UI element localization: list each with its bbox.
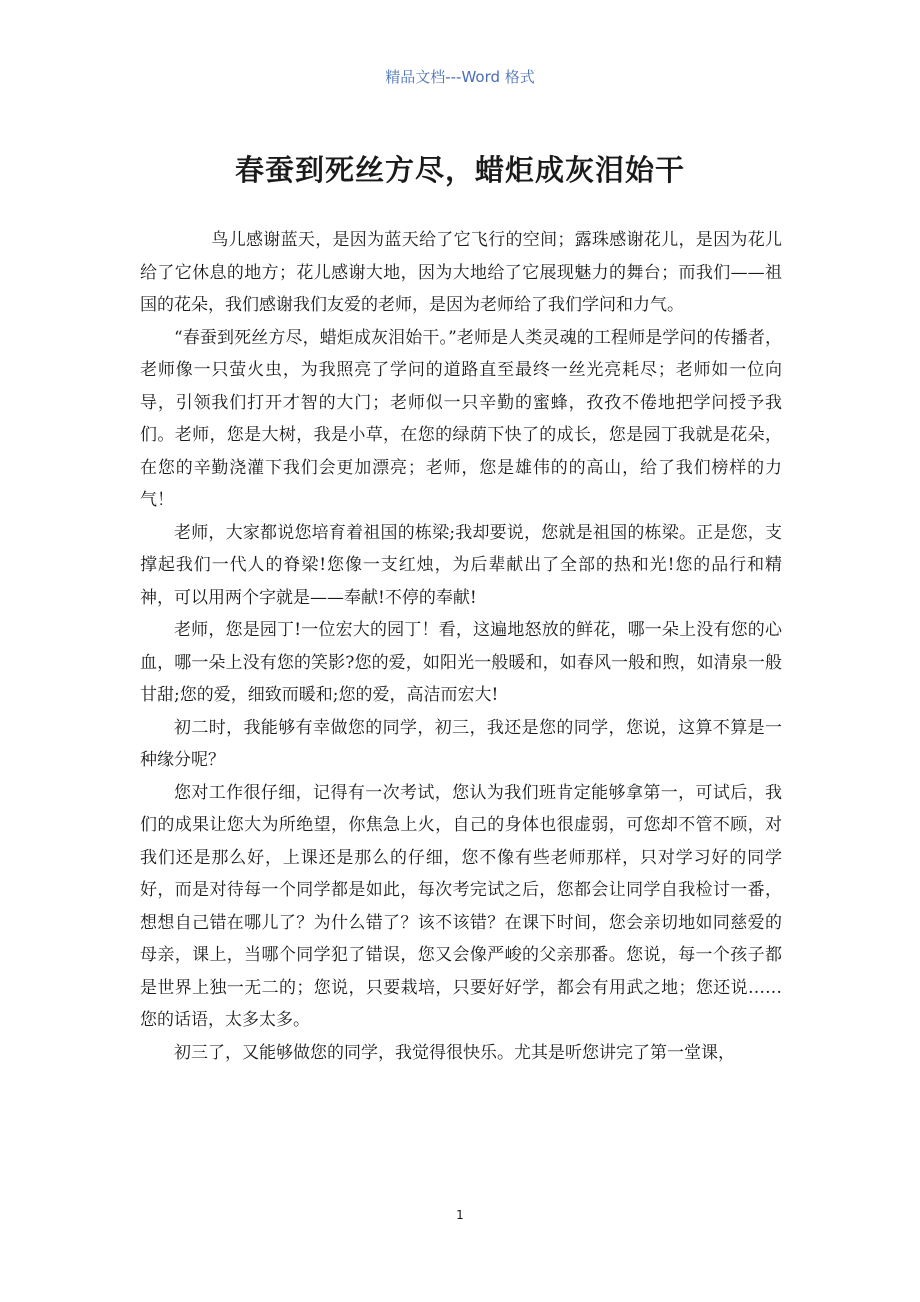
- paragraph: 您对工作很仔细，记得有一次考试，您认为我们班肯定能够拿第一，可试后，我们的成果让您大为所绝望，你焦急上火，自己的身体也很虚弱，可您却不管不顾，对我们还是那么好，上课还是那么的仔细，您不像有些老师那样，只对学习好的同学好，而是对待每一个同学都是如此，每次考完试之后，您都会让同学自我检讨一番，想想自己错在哪儿了？为什么错了？该不该错？在课下时间，您会亲切地如同慈爱的母亲，课上，当哪个同学犯了错误，您又会像严峻的父亲那番。您说，每一个孩子都是世界上独一无二的；您说，只要栽培，只要好好学，都会有用武之地；您还说……您的话语，太多太多。: [140, 782, 782, 1030]
- paragraph: 初三了，又能够做您的同学，我觉得很快乐。尤其是听您讲完了第一堂课，: [174, 1042, 735, 1063]
- paragraph: 老师，您是园丁!一位宏大的园丁！看，这遍地怒放的鲜花，哪一朵上没有您的心血，哪一朵上没有您的笑影?您的爱，如阳光一般暖和，如春风一般和煦，如清泉一般甘甜;您的爱，细致而暖和;您的爱，高洁而宏大!: [140, 620, 782, 705]
- page-header: 精品文档---Word 格式: [385, 68, 535, 86]
- paragraph: 初二时，我能够有幸做您的同学，初三，我还是您的同学，您说，这算不算是一种缘分呢？: [140, 717, 782, 770]
- paragraph: 老师，大家都说您培育着祖国的栋梁;我却要说，您就是祖国的栋梁。正是您，支撑起我们一代人的脊梁!您像一支红烛，为后辈献出了全部的热和光!您的品行和精神，可以用两个字就是——奉献!不停的奉献!: [140, 522, 782, 608]
- paragraph: 鸟儿感谢蓝天，是因为蓝天给了它飞行的空间；露珠感谢花儿，是因为花儿给了它休息的地方；花儿感谢大地，因为大地给了它展现魅力的舞台；而我们——祖国的花朵，我们感谢我们友爱的老师，是因为老师给了我们学问和力气。: [140, 230, 782, 315]
- document-body: [140, 224, 782, 1069]
- document-title: 春蚕到死丝方尽，蜡炬成灰泪始干: [234, 153, 685, 187]
- page-number: 1: [456, 1208, 464, 1222]
- paragraph: “春蚕到死丝方尽，蜡炬成灰泪始干。”老师是人类灵魂的工程师是学问的传播者，老师像一只萤火虫，为我照亮了学问的道路直至最终一丝光亮耗尽；老师如一位向导，引领我们打开才智的大门；老师似一只辛勤的蜜蜂，孜孜不倦地把学问授予我们。老师，您是大树，我是小草，在您的绿荫下快了的成长，您是园丁我就是花朵，在您的辛勤浇灌下我们会更加漂亮；老师，您是雄伟的的高山，给了我们榜样的力气！: [140, 327, 782, 510]
